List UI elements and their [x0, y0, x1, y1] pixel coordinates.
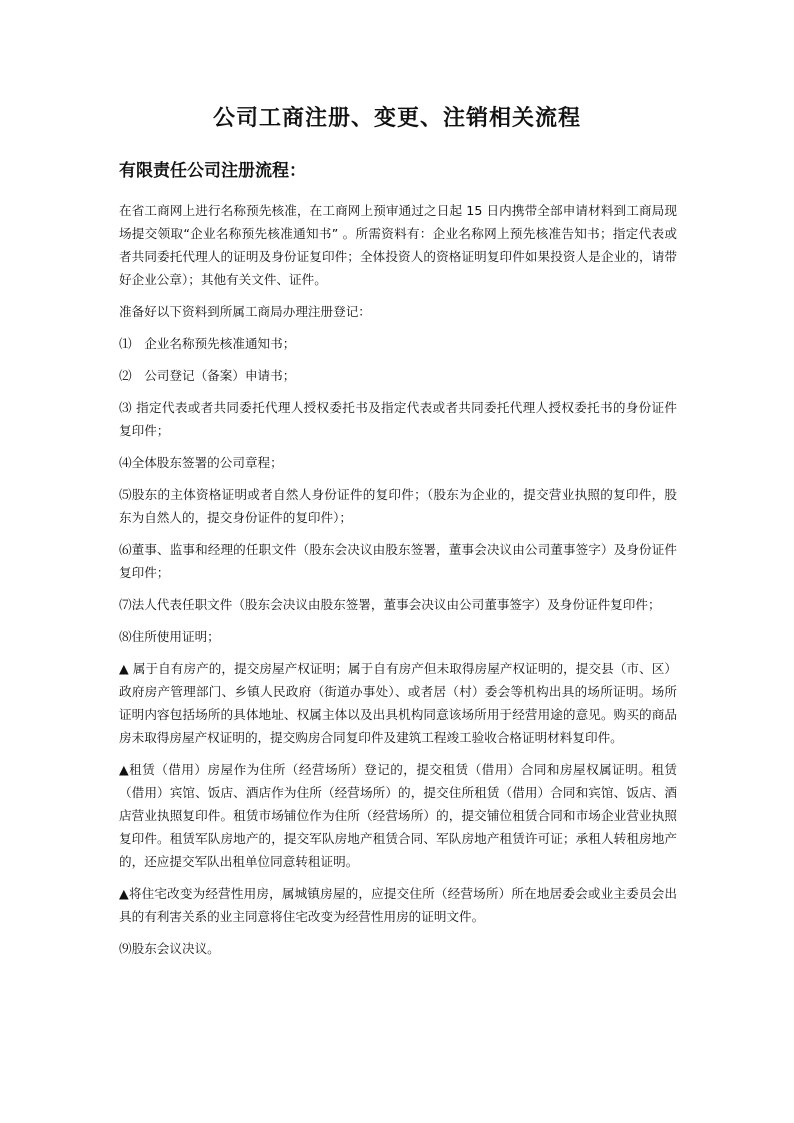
list-item-6: ⑹董事、监事和经理的任职文件（股东会决议由股东签署，董事会决议由公司董事签字）及身份证件复印件；: [119, 542, 677, 580]
list-item-8: ⑻住所使用证明；: [119, 629, 220, 644]
section-heading: 有限责任公司注册流程：: [119, 161, 306, 181]
list-item-1: ⑴ 企业名称预先核准通知书；: [119, 336, 296, 351]
bullet-leased-property: ▲租赁（借用）房屋作为住所（经营场所）登记的，提交租赁（借用）合同和房屋权属证明。租赁（借用）宾馆、饭店、酒店作为住所（经营场所）的，提交住所租赁（借用）合同和宾馆、饭店、酒店营业执照复印件。租赁市场铺位作为住所（经营场所）的，提交铺位租赁合同和市场企业营业执照复印件。租赁军队房地产的，提交军队房地产租赁合同、军队房地产租赁许可证；承租人转租房地产的，还应提交军队出租单位同意转租证明。: [119, 762, 677, 869]
list-item-2: ⑵ 公司登记（备案）申请书；: [119, 368, 296, 383]
list-item-3: ⑶ 指定代表或者共同委托代理人授权委托书及指定代表或者共同委托代理人授权委托书的身份证件复印件；: [119, 400, 677, 438]
paragraph-intro: 在省工商网上进行名称预先核准，在工商网上预审通过之日起 15 日内携带全部申请材料到工商局现场提交领取“企业名称预先核准通知书” 。所需资料有：企业名称网上预先核准告知书；指定代表或者共同委托代理人的证明及身份证复印件；全体投资人的资格证明复印件如果投资人是企业的，请带好企业公章）；其他有关文件、证件。: [119, 203, 677, 287]
list-item-9: ⑼股东会议决议。: [119, 941, 220, 956]
bullet-own-property: ▲ 属于自有房产的，提交房屋产权证明；属于自有房产但未取得房屋产权证明的，提交县（市、区）政府房产管理部门、乡镇人民政府（街道办事处）、或者居（村）委会等机构出具的场所证明。场所证明内容包括场所的具体地址、权属主体以及出具机构同意该场所用于经营用途的意见。购买的商品房未取得房屋产权证明的，提交购房合同复印件及建筑工程竣工验收合格证明材料复印件。: [119, 661, 677, 745]
bullet-residential-change: ▲将住宅改变为经营性用房，属城镇房屋的，应提交住所（经营场所）所在地居委会或业主委员会出具的有利害关系的业主同意将住宅改变为经营性用房的证明文件。: [119, 886, 677, 924]
paragraph-prepare: 准备好以下资料到所属工商局办理注册登记：: [119, 304, 371, 319]
list-item-5: ⑸股东的主体资格证明或者自然人身份证件的复印件；（股东为企业的，提交营业执照的复印件，股东为自然人的，提交身份证件的复印件）；: [119, 487, 677, 525]
document-title: 公司工商注册、变更、注销相关流程: [212, 105, 581, 131]
list-item-4: ⑷全体股东签署的公司章程；: [119, 455, 283, 470]
document-body: [119, 199, 677, 969]
list-item-7: ⑺法人代表任职文件（股东会决议由股东签署，董事会决议由公司董事签字）及身份证件复印件；: [119, 597, 661, 612]
